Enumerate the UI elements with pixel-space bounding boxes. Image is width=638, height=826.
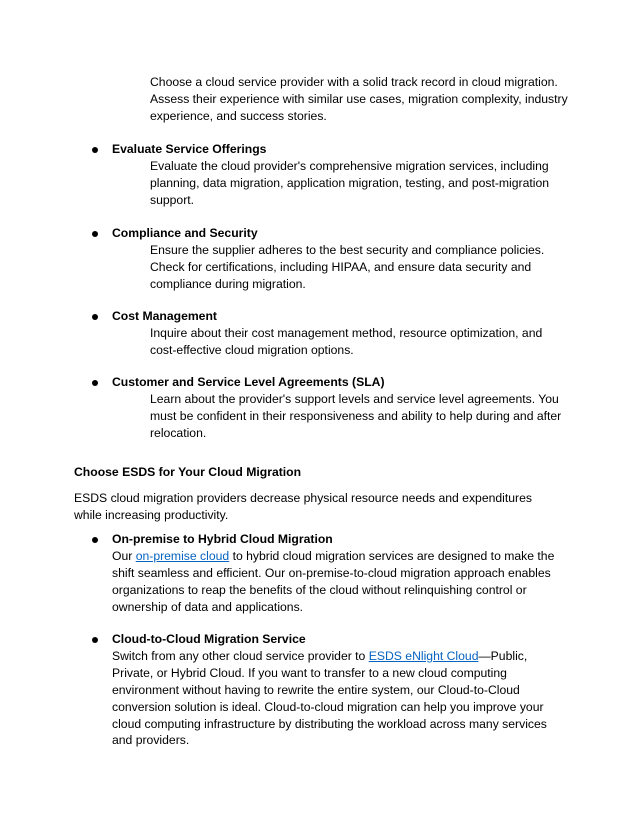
on-premise-cloud-link[interactable]: on-premise cloud: [135, 548, 230, 563]
text-before-link: Our: [112, 548, 136, 563]
list-item-description: Learn about the provider's support levels and service level agreements. You must be confident in their responsiveness and ability to help during and after relocation.: [150, 391, 562, 440]
list-item-description: Inquire about their cost management method, resource optimization, and cost-effective cloud migration options.: [150, 325, 543, 357]
bullet-icon: [92, 231, 98, 237]
list-item-title: Cost Management: [112, 309, 217, 323]
intro-paragraph: Choose a cloud service provider with a solid track record in cloud migration. Assess their experience with similar use cases, migration complexity, industry experience, and success stories.: [150, 75, 568, 123]
list-item-description: Ensure the supplier adheres to the best security and compliance policies. Check for certifications, including HIPAA, and ensure data security and compliance during migration.: [150, 242, 545, 291]
bullet-icon: [92, 637, 98, 643]
esds-enlight-cloud-link[interactable]: ESDS eNlight Cloud: [368, 648, 479, 663]
section-heading: Choose ESDS for Your Cloud Migration: [74, 465, 302, 479]
text-before-link: Switch from any other cloud service provider to: [112, 648, 369, 663]
bullet-icon: [92, 537, 98, 543]
text-after-link: to hybrid cloud migration services are designed to make the shift seamless and efficient. Our on-premise-to-cloud migration approach enables organizations to reap the benefits of the cloud without relinquishing control or ownership of data and applications.: [112, 548, 555, 614]
bullet-icon: [92, 380, 98, 386]
list-item-evaluate-service-offerings: [92, 141, 572, 209]
list-item-description: [112, 548, 568, 616]
list-item-description: [112, 648, 568, 749]
list-item-title: Evaluate Service Offerings: [112, 142, 267, 156]
bullet-icon: [92, 314, 98, 320]
list-item-on-premise-to-hybrid: [92, 531, 572, 616]
list-item-title: Cloud-to-Cloud Migration Service: [112, 632, 306, 646]
list-item-description: Evaluate the cloud provider's comprehensive migration services, including planning, data migration, application migration, testing, and post-migration support.: [150, 158, 550, 207]
list-item-customer-sla: [92, 374, 572, 442]
text-after-link: —Public, Private, or Hybrid Cloud. If you want to transfer to a new cloud computing environment without having to rewrite the entire system, our Cloud-to-Cloud conversion solution is ideal. Cloud-to-cloud migration can help you improve your cloud computing infrastructure by distributing the workload across many services and providers.: [112, 648, 547, 748]
list-item-title: On-premise to Hybrid Cloud Migration: [112, 532, 333, 546]
list-item-cloud-to-cloud: [92, 631, 572, 749]
list-item-title: Compliance and Security: [112, 226, 258, 240]
section-intro: ESDS cloud migration providers decrease physical resource needs and expenditures while increasing productivity.: [74, 491, 532, 522]
bullet-icon: [92, 147, 98, 153]
list-item-title: Customer and Service Level Agreements (SLA): [112, 375, 385, 389]
list-item-compliance-and-security: [92, 225, 572, 293]
list-item-cost-management: [92, 308, 572, 359]
